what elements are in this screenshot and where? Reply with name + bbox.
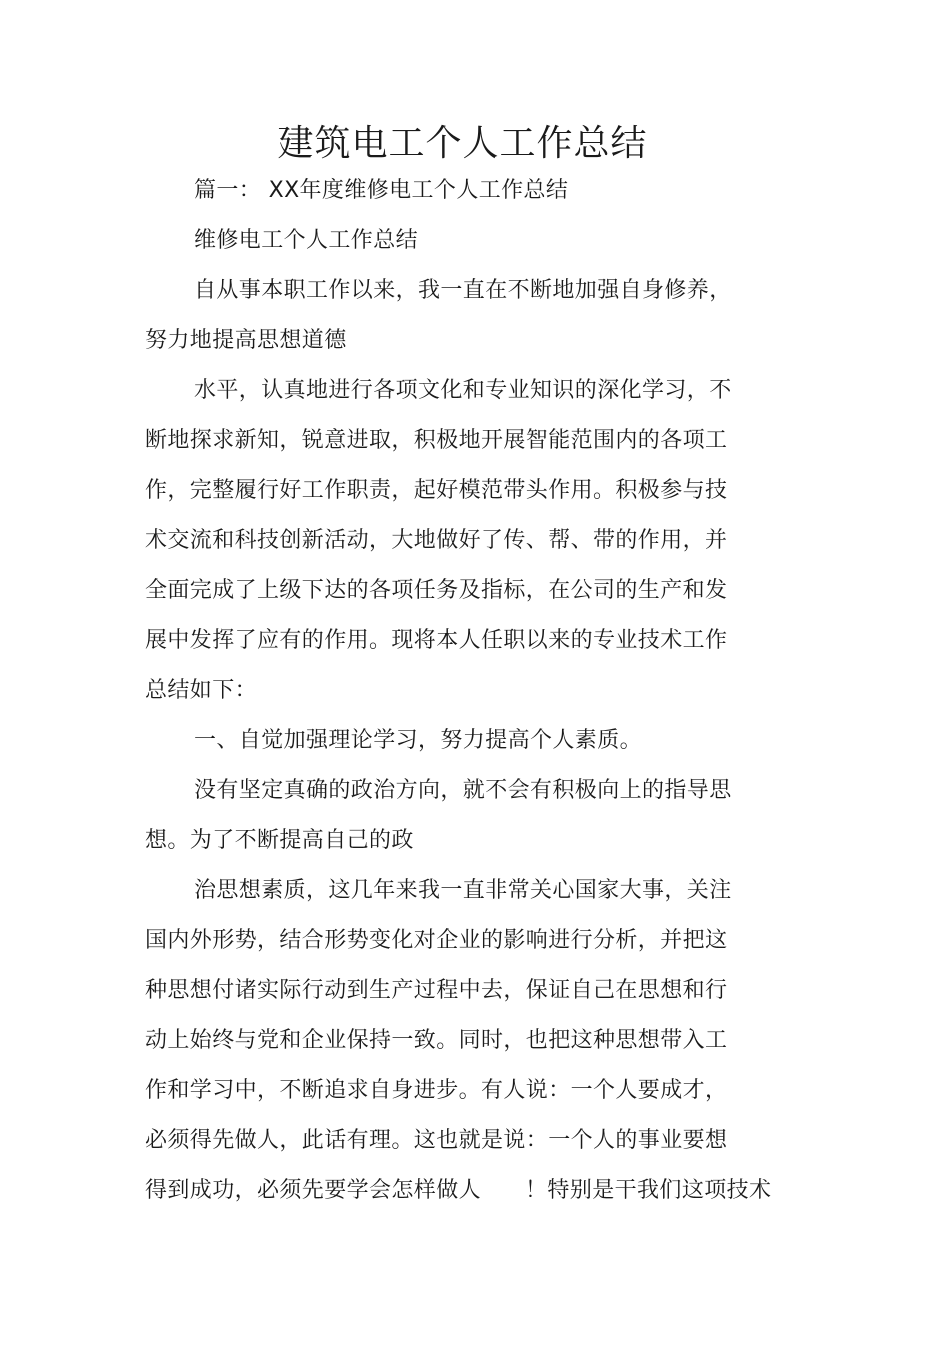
section-heading: 一、自觉加强理论学习，努力提高个人素质。 bbox=[194, 728, 643, 753]
paragraph-line: 展中发挥了应有的作用。现将本人任职以来的专业技术工作 bbox=[145, 628, 728, 653]
paragraph-line: 必须得先做人，此话有理。这也就是说：一个人的事业要想 bbox=[145, 1128, 728, 1153]
paragraph-line: 治思想素质，这几年来我一直非常关心国家大事，关注 bbox=[194, 878, 732, 903]
paragraph-line: 种思想付诸实际行动到生产过程中去，保证自己在思想和行 bbox=[145, 978, 728, 1003]
last-line-part2: ！特别是干我们这项技术 bbox=[525, 1178, 772, 1203]
document-title: 建筑电工个人工作总结 bbox=[277, 123, 648, 164]
subheading: 维修电工个人工作总结 bbox=[194, 228, 419, 253]
paragraph-line: 努力地提高思想道德 bbox=[145, 328, 347, 353]
last-line-part1: 得到成功，必须先要学会怎样做人 bbox=[145, 1178, 482, 1203]
paragraph-line-last bbox=[145, 1176, 771, 1206]
paragraph-line: 想。为了不断提高自己的政 bbox=[145, 828, 414, 853]
paragraph-line: 自从事本职工作以来，我一直在不断地加强自身修养， bbox=[194, 278, 732, 303]
paragraph-line: 作，完整履行好工作职责，起好模范带头作用。积极参与技 bbox=[145, 478, 728, 503]
paragraph-line: 术交流和科技创新活动，大地做好了传、帮、带的作用，并 bbox=[145, 528, 728, 553]
paragraph-line: 没有坚定真确的政治方向，就不会有积极向上的指导思 bbox=[194, 778, 732, 803]
section-heading: 篇一： XX年度维修电工个人工作总结 bbox=[194, 178, 569, 203]
paragraph-line: 断地探求新知，锐意进取，积极地开展智能范围内的各项工 bbox=[145, 428, 728, 453]
paragraph-line: 国内外形势，结合形势变化对企业的影响进行分析，并把这 bbox=[145, 928, 728, 953]
paragraph-line: 水平，认真地进行各项文化和专业知识的深化学习，不 bbox=[194, 378, 732, 403]
paragraph-line: 全面完成了上级下达的各项任务及指标，在公司的生产和发 bbox=[145, 578, 728, 603]
paragraph-line: 作和学习中，不断追求自身进步。有人说：一个人要成才， bbox=[145, 1078, 728, 1103]
paragraph-line: 动上始终与党和企业保持一致。同时，也把这种思想带入工 bbox=[145, 1028, 728, 1053]
paragraph-line: 总结如下： bbox=[145, 678, 258, 703]
